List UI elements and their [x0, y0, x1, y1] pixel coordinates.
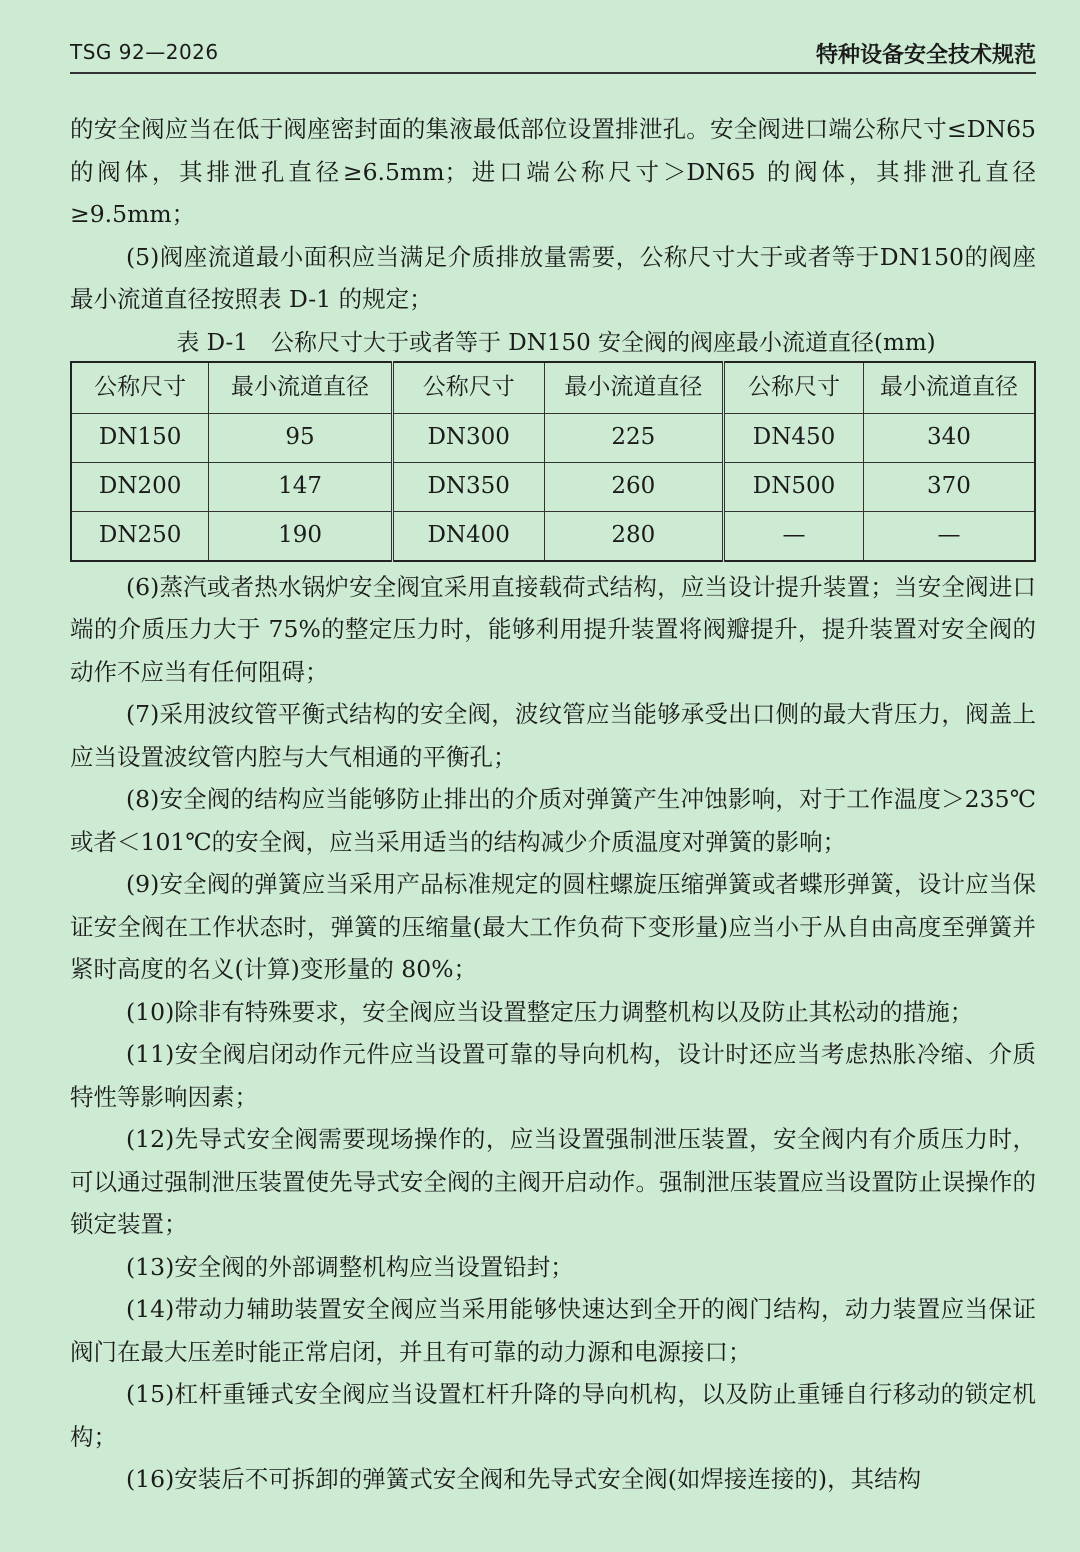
table-cell: —	[863, 511, 1035, 561]
paragraph-item-6: (6)蒸汽或者热水锅炉安全阀宜采用直接载荷式结构，应当设计提升装置；当安全阀进口端的介质压力大于 75%的整定压力时，能够利用提升装置将阀瓣提升，提升装置对安全阀的动作不应当有任何阻碍；	[70, 572, 1036, 686]
paragraph-item-16: (16)安装后不可拆卸的弹簧式安全阀和先导式安全阀(如焊接连接的)，其结构	[126, 1465, 922, 1493]
table-cell: DN500	[724, 462, 864, 511]
header-cell: 最小流道直径	[544, 362, 724, 414]
table-row	[71, 413, 1035, 462]
paragraph-item-11: (11)安全阀启闭动作元件应当设置可靠的导向机构，设计时还应当考虑热胀冷缩、介质特性等影响因素；	[70, 1040, 1036, 1111]
header-cell: 公称尺寸	[724, 362, 864, 414]
page-header	[70, 38, 1036, 74]
paragraph-item-14: (14)带动力辅助装置安全阀应当采用能够快速达到全开的阀门结构，动力装置应当保证阀门在最大压差时能正常启闭，并且有可靠的动力源和电源接口；	[70, 1295, 1036, 1366]
table-cell: 190	[209, 511, 393, 561]
table-row	[71, 511, 1035, 561]
paragraph-item-5: (5)阀座流道最小面积应当满足介质排放量需要，公称尺寸大于或者等于DN150的阀座最小流道直径按照表 D-1 的规定；	[70, 242, 1036, 313]
header-cell: 公称尺寸	[392, 362, 544, 414]
header-cell: 最小流道直径	[209, 362, 393, 414]
table-cell: DN350	[392, 462, 544, 511]
table-caption: 表 D-1 公称尺寸大于或者等于 DN150 安全阀的阀座最小流道直径(mm)	[176, 329, 936, 356]
table-row	[71, 462, 1035, 511]
table-cell: DN250	[71, 511, 209, 561]
table-cell: DN200	[71, 462, 209, 511]
paragraph-item-7: (7)采用波纹管平衡式结构的安全阀，波纹管应当能够承受出口侧的最大背压力，阀盖上应当设置波纹管内腔与大气相通的平衡孔；	[70, 700, 1036, 771]
table-cell: 260	[544, 462, 724, 511]
table-header-row	[71, 362, 1035, 414]
paragraph-item-10: (10)除非有特殊要求，安全阀应当设置整定压力调整机构以及防止其松动的措施；	[126, 997, 974, 1026]
series-title: 特种设备安全技术规范	[815, 43, 1036, 68]
table-cell: DN450	[724, 413, 864, 462]
table-cell: —	[724, 511, 864, 561]
document-body	[70, 108, 1036, 1501]
table-cell: 225	[544, 413, 724, 462]
paragraph-item-8: (8)安全阀的结构应当能够防止排出的介质对弹簧产生冲蚀影响，对于工作温度＞235℃或者＜101℃的安全阀，应当采用适当的结构减少介质温度对弹簧的影响；	[70, 785, 1036, 856]
seat-flow-diameter-table	[70, 361, 1036, 562]
table-cell: DN150	[71, 413, 209, 462]
table-cell: 280	[544, 511, 724, 561]
table-cell: 370	[863, 462, 1035, 511]
header-cell: 公称尺寸	[71, 362, 209, 414]
paragraph-item-15: (15)杠杆重锤式安全阀应当设置杠杆升降的导向机构，以及防止重锤自行移动的锁定机构；	[70, 1380, 1036, 1451]
header-cell: 最小流道直径	[863, 362, 1035, 414]
standard-code: TSG 92—2026	[70, 40, 219, 64]
paragraph-item-12: (12)先导式安全阀需要现场操作的，应当设置强制泄压装置，安全阀内有介质压力时，可以通过强制泄压装置使先导式安全阀的主阀开启动作。强制泄压装置应当设置防止误操作的锁定装置；	[70, 1125, 1036, 1238]
table-cell: 95	[209, 413, 393, 462]
paragraph-item-9: (9)安全阀的弹簧应当采用产品标准规定的圆柱螺旋压缩弹簧或者蝶形弹簧，设计应当保证安全阀在工作状态时，弹簧的压缩量(最大工作负荷下变形量)应当小于从自由高度至弹簧并紧时高度的名义(计算)变形量的 80%；	[70, 870, 1036, 983]
table-cell: 147	[209, 462, 393, 511]
paragraph-continued: 的安全阀应当在低于阀座密封面的集液最低部位设置排泄孔。安全阀进口端公称尺寸≤DN65 的阀体，其排泄孔直径≥6.5mm；进口端公称尺寸＞DN65 的阀体，其排泄孔直径≥9.5mm；	[70, 115, 1036, 228]
table-cell: DN400	[392, 511, 544, 561]
table-cell: 340	[863, 413, 1035, 462]
paragraph-item-13: (13)安全阀的外部调整机构应当设置铅封；	[126, 1252, 574, 1281]
table-cell: DN300	[392, 413, 544, 462]
